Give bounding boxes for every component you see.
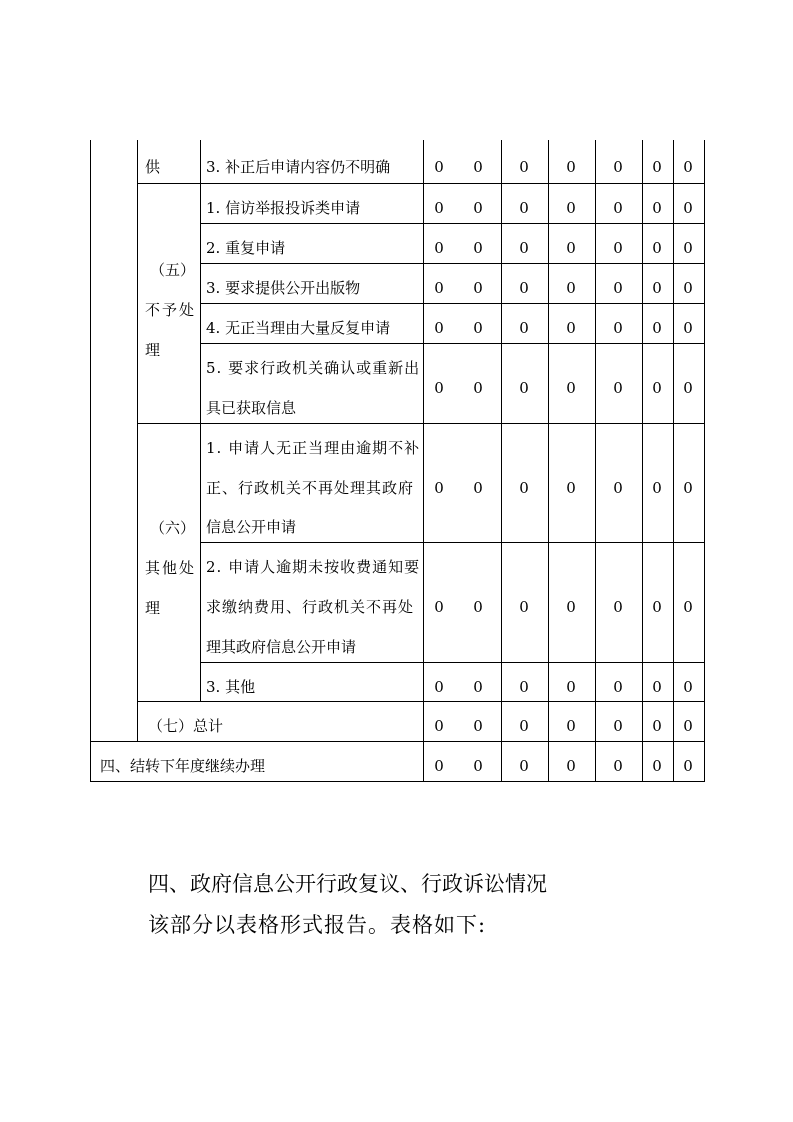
row-label: 1. 信访举报投诉类申请 [206, 199, 361, 217]
table-cell-value: 0 [473, 479, 483, 497]
group-five-label: （五） [150, 261, 196, 279]
table-cell-value: 0 [652, 199, 662, 217]
row-label: 3. 其他 [206, 678, 256, 696]
table-cell-value: 0 [434, 379, 444, 397]
column-divider [501, 140, 502, 782]
table-cell-value: 0 [473, 717, 483, 735]
table-cell-value: 0 [434, 479, 444, 497]
table-cell-value: 0 [683, 319, 693, 337]
table-cell-value: 0 [652, 319, 662, 337]
table-cell-value: 0 [473, 598, 483, 616]
table-cell-value: 0 [473, 379, 483, 397]
table-cell-value: 0 [473, 678, 483, 696]
table-cell-value: 0 [434, 239, 444, 257]
table-cell-value: 0 [566, 319, 576, 337]
table-cell-value: 0 [652, 379, 662, 397]
column-divider [548, 140, 549, 782]
table-cell-value: 0 [566, 379, 576, 397]
table-cell-value: 0 [652, 479, 662, 497]
table-cell-value: 0 [566, 239, 576, 257]
table-cell-value: 0 [566, 479, 576, 497]
group-five-label: 理 [145, 341, 161, 359]
table-cell-value: 0 [683, 717, 693, 735]
row-divider [90, 741, 704, 742]
table-cell-value: 0 [434, 678, 444, 696]
table-cell-value: 0 [434, 199, 444, 217]
table-cell-value: 0 [652, 158, 662, 176]
group-six-label: 其他处 [145, 559, 197, 577]
table-cell-value: 0 [613, 717, 623, 735]
table-cell-value: 0 [434, 757, 444, 775]
row-divider [200, 542, 704, 543]
table-cell-value: 0 [566, 678, 576, 696]
row-label: 求缴纳费用、行政机关不再处 [206, 598, 415, 616]
table-cell-value: 0 [473, 279, 483, 297]
row-label: 信息公开申请 [206, 518, 297, 536]
table-cell-value: 0 [519, 379, 529, 397]
table-cell-value: 0 [566, 158, 576, 176]
row-divider [200, 303, 704, 304]
table-cell-value: 0 [652, 717, 662, 735]
table-cell-value: 0 [434, 158, 444, 176]
table-cell-value: 0 [519, 598, 529, 616]
column-divider [200, 140, 201, 702]
row-label: 具已获取信息 [206, 399, 297, 417]
row-divider [137, 423, 704, 424]
row-label: 1. 申请人无正当理由逾期不补 [206, 439, 421, 457]
section-heading: 四、政府信息公开行政复议、行政诉讼情况 [148, 872, 547, 896]
table-cell-value: 0 [683, 158, 693, 176]
table-right-border [704, 140, 705, 782]
row-divider [200, 223, 704, 224]
table-cell-value: 0 [566, 717, 576, 735]
column-divider [673, 140, 674, 782]
table-left-border [90, 140, 91, 782]
table-cell-value: 0 [566, 757, 576, 775]
table-cell-value: 0 [434, 279, 444, 297]
table-cell-value: 0 [613, 319, 623, 337]
group-six-label: （六） [150, 519, 196, 537]
table-cell-value: 0 [652, 598, 662, 616]
table-cell-value: 0 [613, 678, 623, 696]
section-text: 该部分以表格形式报告。表格如下: [148, 913, 487, 937]
table-cell-value: 0 [473, 158, 483, 176]
row-label: 3. 要求提供公开出版物 [206, 279, 361, 297]
table-cell-value: 0 [613, 239, 623, 257]
table-cell-value: 0 [683, 757, 693, 775]
table-cell-value: 0 [683, 479, 693, 497]
table-cell-value: 0 [473, 757, 483, 775]
table-cell-value: 0 [613, 479, 623, 497]
row-label: 理其政府信息公开申请 [206, 638, 357, 656]
table-cell-value: 0 [652, 678, 662, 696]
column-divider [423, 140, 424, 782]
table-cell-value: 0 [613, 158, 623, 176]
table-cell-value: 0 [519, 158, 529, 176]
row-divider [200, 263, 704, 264]
column-divider [642, 140, 643, 782]
column-divider [595, 140, 596, 782]
table-cell-value: 0 [613, 199, 623, 217]
table-cell-value: 0 [652, 279, 662, 297]
table-cell-value: 0 [434, 717, 444, 735]
table-cell-value: 0 [566, 199, 576, 217]
row-divider [200, 662, 704, 663]
group-label: 供 [145, 158, 161, 176]
table-cell-value: 0 [519, 479, 529, 497]
table-cell-value: 0 [683, 199, 693, 217]
row-label: 正、行政机关不再处理其政府 [206, 479, 415, 497]
table-cell-value: 0 [613, 757, 623, 775]
table-cell-value: 0 [519, 239, 529, 257]
table-cell-value: 0 [473, 239, 483, 257]
table-bottom-border [90, 781, 704, 782]
row-label: 2. 重复申请 [206, 239, 286, 257]
table-cell-value: 0 [683, 239, 693, 257]
table-cell-value: 0 [434, 598, 444, 616]
row-label: 3. 补正后申请内容仍不明确 [206, 158, 391, 176]
table-cell-value: 0 [613, 598, 623, 616]
row-label: 5. 要求行政机关确认或重新出 [206, 359, 421, 377]
table-cell-value: 0 [613, 279, 623, 297]
table-cell-value: 0 [683, 279, 693, 297]
table-cell-value: 0 [652, 239, 662, 257]
group-five-label: 不予处 [145, 301, 197, 319]
row-label: 四、结转下年度继续办理 [100, 757, 266, 775]
table-cell-value: 0 [519, 319, 529, 337]
table-cell-value: 0 [652, 757, 662, 775]
table-cell-value: 0 [683, 598, 693, 616]
group-six-label: 理 [145, 599, 161, 617]
table-cell-value: 0 [519, 678, 529, 696]
row-divider [137, 183, 704, 184]
table-cell-value: 0 [473, 319, 483, 337]
table-cell-value: 0 [566, 279, 576, 297]
row-label: （七）总计 [148, 717, 224, 735]
table-cell-value: 0 [683, 379, 693, 397]
row-divider [137, 701, 704, 702]
table-cell-value: 0 [519, 279, 529, 297]
table-cell-value: 0 [473, 199, 483, 217]
table-cell-value: 0 [683, 678, 693, 696]
row-label: 2. 申请人逾期未按收费通知要 [206, 558, 421, 576]
table-cell-value: 0 [434, 319, 444, 337]
table-cell-value: 0 [519, 717, 529, 735]
row-label: 4. 无正当理由大量反复申请 [206, 319, 391, 337]
table-cell-value: 0 [613, 379, 623, 397]
table-cell-value: 0 [519, 199, 529, 217]
column-divider [137, 140, 138, 742]
row-divider [200, 343, 704, 344]
table-cell-value: 0 [519, 757, 529, 775]
table-cell-value: 0 [566, 598, 576, 616]
